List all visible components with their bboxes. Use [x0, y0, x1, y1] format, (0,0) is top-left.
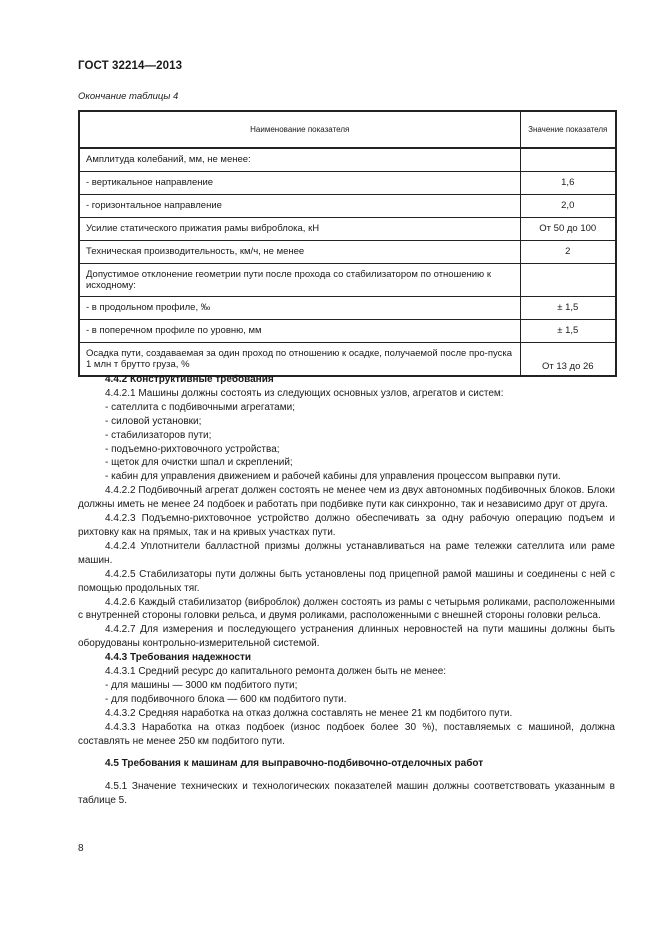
row-name: Допустимое отклонение геометрии пути после прохода со стабилизатором по отношению к исходному:	[79, 264, 520, 297]
spec-table	[78, 110, 617, 377]
paragraph-4-4-2-2: 4.4.2.2 Подбивочный агрегат должен состоять не менее чем из двух автономных подбивочных блоков. Блоки должны иметь не менее 24 подбоек и работать при подбивке пути как синхронно, так и независимо друг от друга.	[78, 485, 615, 511]
column-header-value: Значение показателя	[520, 111, 616, 148]
row-value: 2	[520, 241, 616, 264]
row-name: Осадка пути, создаваемая за один проход по отношению к осадке, получаемой после про-пуска 1 млн т брутто груза, %	[79, 343, 520, 377]
table-row	[79, 241, 616, 264]
row-name: - вертикальное направление	[79, 172, 520, 195]
paragraph-4-4-2-5: 4.4.2.5 Стабилизаторы пути должны быть установлены под прицепной рамой машины и соединены с ней с помощью продольных тяг.	[78, 568, 615, 594]
document-header: ГОСТ 32214—2013	[78, 60, 183, 72]
column-header-name: Наименование показателя	[79, 111, 520, 148]
paragraph-4-4-3-2: 4.4.3.2 Средняя наработка на отказ должна составлять не менее 21 км подбитого пути.	[105, 707, 513, 719]
table-row	[79, 297, 616, 320]
paragraph-4-4-2-1: 4.4.2.1 Машины должны состоять из следующих основных узлов, агрегатов и систем:	[105, 387, 504, 399]
body-text	[78, 373, 615, 808]
list-item: - стабилизаторов пути;	[105, 429, 212, 441]
paragraph-4-4-2-3: 4.4.2.3 Подъемно-рихтовочное устройство должно обеспечивать за одну рабочую операцию подъем и рихтовку как на прямых, так и на кривых участках пути.	[78, 513, 615, 538]
page-number: 8	[78, 843, 84, 854]
paragraph-4-4-2-7: 4.4.2.7 Для измерения и последующего устранения длинных неровностей на пути машины должны быть оборудованы контрольно-измерительной системой.	[78, 624, 615, 650]
row-value: От 50 до 100	[520, 218, 616, 241]
list-item: - сателлита с подбивочными агрегатами;	[105, 401, 295, 413]
list-item: - силовой установки;	[105, 415, 202, 427]
row-name: - в поперечном профиле по уровню, мм	[79, 320, 520, 343]
table-header-row	[79, 111, 616, 148]
paragraph-4-4-3-3: 4.4.3.3 Наработка на отказ подбоек (износ подбоек более 30 %), поставляемых с машиной, должна составлять не менее 250 км подбитого пути.	[78, 721, 615, 747]
paragraph-4-4-2-6: 4.4.2.6 Каждый стабилизатор (виброблок) должен состоять из рамы с четырьмя роликами, расположенными с внутренней стороны головки рельса, и двумя роликами, расположенными с внешней стороны головки рельса.	[78, 596, 615, 622]
paragraph-4-4-2-4: 4.4.2.4 Уплотнители балластной призмы должны устанавливаться на раме тележки сателлита или раме машин.	[78, 540, 615, 566]
list-item: - для подбивочного блока — 600 км подбитого пути.	[105, 693, 347, 705]
list-item: - подъемно-рихтовочного устройства;	[105, 443, 280, 455]
section-heading-4-4-2: 4.4.2 Конструктивные требования	[105, 374, 274, 385]
table-row	[79, 148, 616, 172]
table-row	[79, 172, 616, 195]
row-name: - горизонтальное направление	[79, 195, 520, 218]
table-row	[79, 320, 616, 343]
row-value: 2,0	[520, 195, 616, 218]
row-name: Техническая производительность, км/ч, не менее	[79, 241, 520, 264]
table-row	[79, 343, 616, 377]
list-item: - щеток для очистки шпал и скреплений;	[105, 457, 293, 469]
section-heading-4-5: 4.5 Требования к машинам для выправочно-подбивочно-отделочных работ	[105, 758, 484, 770]
row-name: - в продольном профиле, ‰	[79, 297, 520, 320]
row-value: ± 1,5	[520, 297, 616, 320]
table-row	[79, 218, 616, 241]
paragraph-4-4-3-1: 4.4.3.1 Средний ресурс до капитального ремонта должен быть не менее:	[105, 666, 447, 678]
row-name: Амплитуда колебаний, мм, не менее:	[79, 148, 520, 172]
row-value: ± 1,5	[520, 320, 616, 343]
row-value: От 13 до 26	[520, 343, 616, 377]
paragraph-4-5-1: 4.5.1 Значение технических и технологических показателей машин должны соответствовать указанным в таблице 5.	[78, 781, 615, 807]
row-value	[520, 148, 616, 172]
table-caption: Окончание таблицы 4	[78, 91, 179, 102]
row-value: 1,6	[520, 172, 616, 195]
table-row	[79, 195, 616, 218]
row-value	[520, 264, 616, 297]
table-row	[79, 264, 616, 297]
row-name: Усилие статического прижатия рамы виброблока, кН	[79, 218, 520, 241]
list-item: - для машины — 3000 км подбитого пути;	[105, 679, 298, 691]
list-item: - кабин для управления движением и рабочей кабины для управления процессом выправки пути.	[105, 471, 561, 483]
section-heading-4-4-3: 4.4.3 Требования надежности	[105, 652, 252, 664]
